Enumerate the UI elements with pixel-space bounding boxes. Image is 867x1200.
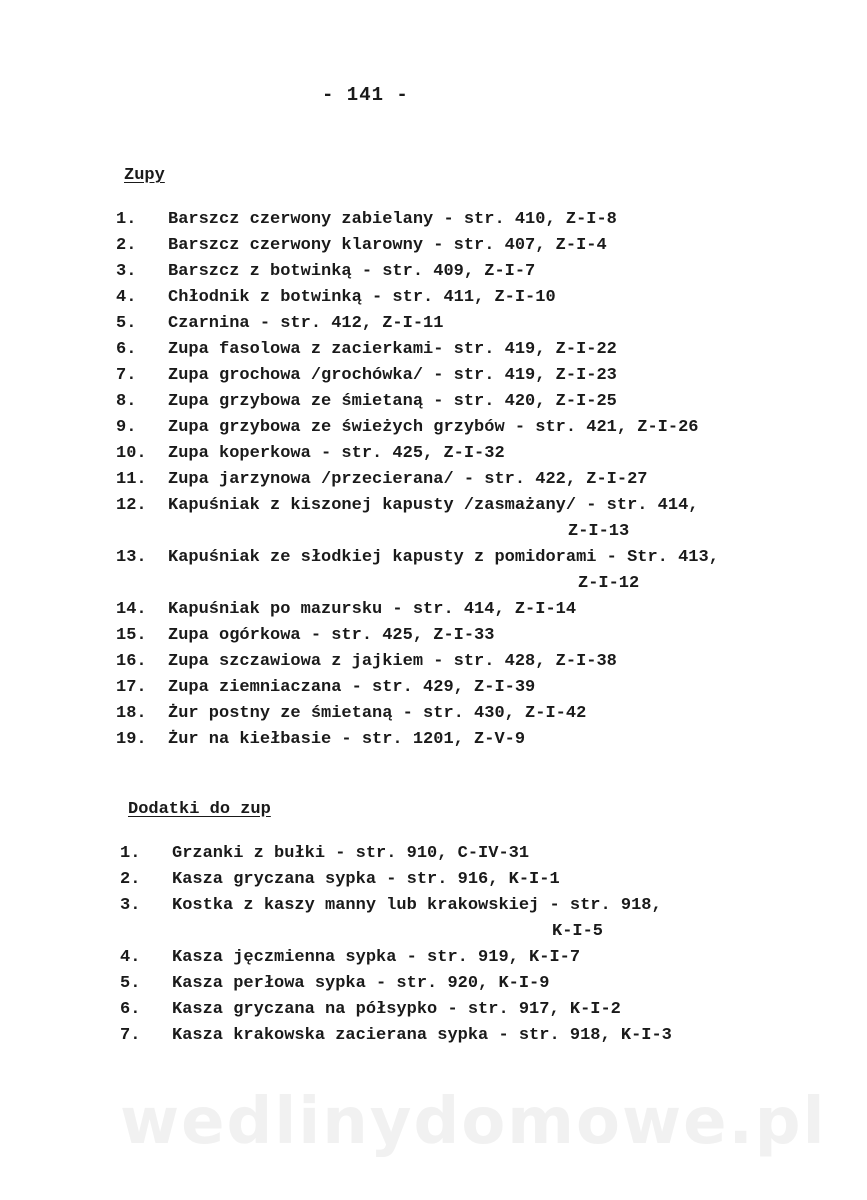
item-number: 5. xyxy=(120,974,141,993)
page-number: - 141 - xyxy=(322,84,409,106)
item-text: Czarnina - str. 412, Z-I-11 xyxy=(168,314,444,333)
item-text: Zupa fasolowa z zacierkami- str. 419, Z-I-22 xyxy=(168,340,617,359)
list-item xyxy=(116,652,617,672)
item-number: 6. xyxy=(116,340,137,359)
item-text: Żur na kiełbasie - str. 1201, Z-V-9 xyxy=(168,730,526,749)
item-number: 5. xyxy=(116,314,137,333)
item-text: Zupa grzybowa ze śmietaną - str. 420, Z-I-25 xyxy=(168,392,617,411)
item-number: 16. xyxy=(116,652,147,671)
item-number: 12. xyxy=(116,496,147,515)
item-number: 2. xyxy=(116,236,137,255)
list-item xyxy=(116,444,505,464)
item-text: Barszcz czerwony zabielany - str. 410, Z-I-8 xyxy=(168,210,617,229)
list-item xyxy=(116,392,617,412)
item-text: Kasza krakowska zacierana sypka - str. 918, K-I-3 xyxy=(172,1026,672,1045)
item-number: 19. xyxy=(116,730,147,749)
item-number: 14. xyxy=(116,600,147,619)
item-text: Kapuśniak ze słodkiej kapusty z pomidorami - Str. 413, xyxy=(168,548,719,567)
item-number: 6. xyxy=(120,1000,141,1019)
item-number: 3. xyxy=(116,262,137,281)
item-number: 9. xyxy=(116,418,137,437)
item-text: Zupa ogórkowa - str. 425, Z-I-33 xyxy=(168,626,495,645)
list-item xyxy=(120,1026,672,1046)
item-text: Kasza gryczana sypka - str. 916, K-I-1 xyxy=(172,870,560,889)
list-item xyxy=(116,704,586,724)
list-item xyxy=(120,974,549,994)
item-number: 7. xyxy=(116,366,137,385)
item-text: Kostka z kaszy manny lub krakowskiej - str. 918, xyxy=(172,896,662,915)
list-item xyxy=(120,870,560,890)
item-number: 1. xyxy=(116,210,137,229)
item-number: 1. xyxy=(120,844,141,863)
section-title-zupy: Zupy xyxy=(124,166,165,185)
list-item xyxy=(116,366,617,386)
list-item-continuation: Z-I-13 xyxy=(568,522,630,541)
list-item xyxy=(116,678,535,698)
list-item xyxy=(116,418,699,438)
item-number: 15. xyxy=(116,626,147,645)
item-text: Żur postny ze śmietaną - str. 430, Z-I-42 xyxy=(168,704,587,723)
list-item xyxy=(116,496,699,516)
list-item xyxy=(116,340,617,360)
item-number: 11. xyxy=(116,470,147,489)
item-text: Zupa grochowa /grochówka/ - str. 419, Z-I-23 xyxy=(168,366,617,385)
list-item xyxy=(120,896,662,916)
list-item xyxy=(116,210,617,230)
item-text: Chłodnik z botwinką - str. 411, Z-I-10 xyxy=(168,288,556,307)
list-item xyxy=(120,844,529,864)
item-text: Kasza perłowa sypka - str. 920, K-I-9 xyxy=(172,974,550,993)
item-text: Zupa grzybowa ze świeżych grzybów - str. 421, Z-I-26 xyxy=(168,418,699,437)
list-item xyxy=(116,262,535,282)
list-item xyxy=(116,470,647,490)
item-text: Kapuśniak z kiszonej kapusty /zasmażany/ - str. 414, xyxy=(168,496,699,515)
list-item xyxy=(116,730,525,750)
list-item xyxy=(120,1000,621,1020)
item-number: 8. xyxy=(116,392,137,411)
list-item xyxy=(116,236,607,256)
item-text: Grzanki z bułki - str. 910, C-IV-31 xyxy=(172,844,530,863)
item-text: Zupa koperkowa - str. 425, Z-I-32 xyxy=(168,444,505,463)
item-number: 7. xyxy=(120,1026,141,1045)
list-item xyxy=(116,314,443,334)
item-number: 10. xyxy=(116,444,147,463)
item-text: Barszcz z botwinką - str. 409, Z-I-7 xyxy=(168,262,536,281)
item-number: 18. xyxy=(116,704,147,723)
item-number: 2. xyxy=(120,870,141,889)
list-item xyxy=(116,626,494,646)
item-text: Barszcz czerwony klarowny - str. 407, Z-I-4 xyxy=(168,236,607,255)
item-text: Kasza jęczmienna sypka - str. 919, K-I-7 xyxy=(172,948,581,967)
list-item xyxy=(120,948,580,968)
item-text: Kasza gryczana na półsypko - str. 917, K-I-2 xyxy=(172,1000,621,1019)
list-item xyxy=(116,600,576,620)
list-item-continuation: K-I-5 xyxy=(552,922,604,941)
item-text: Zupa ziemniaczana - str. 429, Z-I-39 xyxy=(168,678,536,697)
item-text: Zupa jarzynowa /przecierana/ - str. 422, Z-I-27 xyxy=(168,470,648,489)
list-item xyxy=(116,548,719,568)
list-item-continuation: Z-I-12 xyxy=(578,574,640,593)
watermark: wedlinydomowe.pl xyxy=(120,1085,827,1159)
item-text: Kapuśniak po mazursku - str. 414, Z-I-14 xyxy=(168,600,577,619)
item-text: Zupa szczawiowa z jajkiem - str. 428, Z-I-38 xyxy=(168,652,617,671)
item-number: 17. xyxy=(116,678,147,697)
section-title-dodatki: Dodatki do zup xyxy=(128,800,271,819)
list-item xyxy=(116,288,556,308)
item-number: 3. xyxy=(120,896,141,915)
item-number: 4. xyxy=(116,288,137,307)
item-number: 4. xyxy=(120,948,141,967)
item-number: 13. xyxy=(116,548,147,567)
